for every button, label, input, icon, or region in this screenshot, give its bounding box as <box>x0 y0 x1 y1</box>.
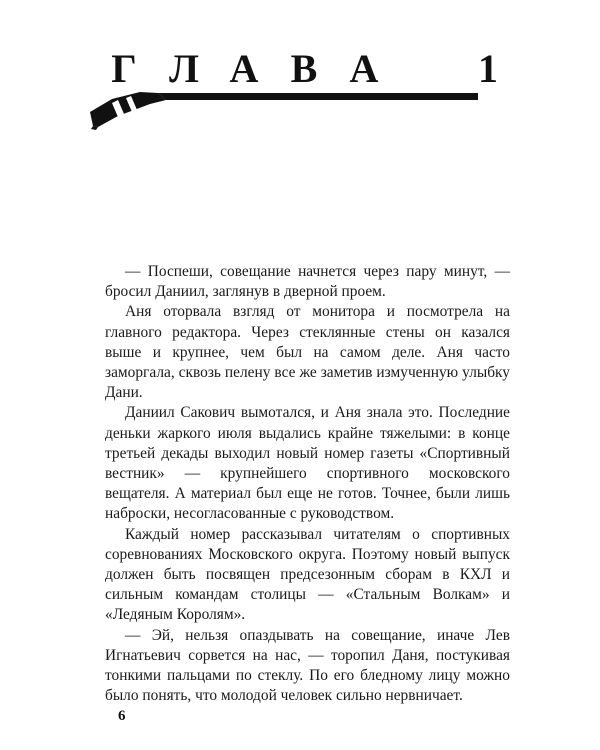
paragraph: — Поспеши, совещание начнется через пару минут, — бросил Даниил, заглянув в дверной проем. <box>105 263 510 301</box>
chapter-heading <box>0 0 600 150</box>
chapter-title <box>105 45 383 92</box>
body-text <box>105 262 510 706</box>
paragraph: Даниил Сакович вымотался, и Аня знала это. Последние деньки жаркого июля выдались крайне тяжелыми: в конце третьей декады выходил новый номер газеты «Спортивный вестник» — крупнейшего спортивного московского вещателя. А материал был еще не готов. Точнее, были лишь наброски, несогласованные с руководством. <box>105 404 510 523</box>
chapter-letter: Г <box>111 46 137 91</box>
paragraph: Каждый номер рассказывал читателям о спортивных соревнованиях Московского округа. Поэтому новый выпуск должен быть посвящен предсезонным сборам в КХЛ и сильным командам столицы — «Стальным Волкам» и «Ледяным Королям». <box>105 525 510 624</box>
paragraph: Аня оторвала взгляд от монитора и посмотрела на главного редактора. Через стеклянные стены он казался выше и крупнее, чем был на самом деле. Аня часто заморгала, сквозь пелену все же заметив измученную улыбку Дани. <box>105 303 510 402</box>
chapter-letter: Л <box>169 46 199 91</box>
chapter-number: 1 <box>478 46 498 91</box>
chapter-letter: В <box>290 46 318 91</box>
page-number: 6 <box>118 708 126 724</box>
paragraph: — Эй, нельзя опаздывать на совещание, иначе Лев Игнатьевич сорвется на нас, — торопил Даня, постукивая тонкими пальцами по стеклу. По его бледному лицу можно было понять, что молодой человек сильно нервничает. <box>105 626 510 705</box>
chapter-letter: А <box>349 46 379 91</box>
chapter-letter: А <box>229 46 259 91</box>
